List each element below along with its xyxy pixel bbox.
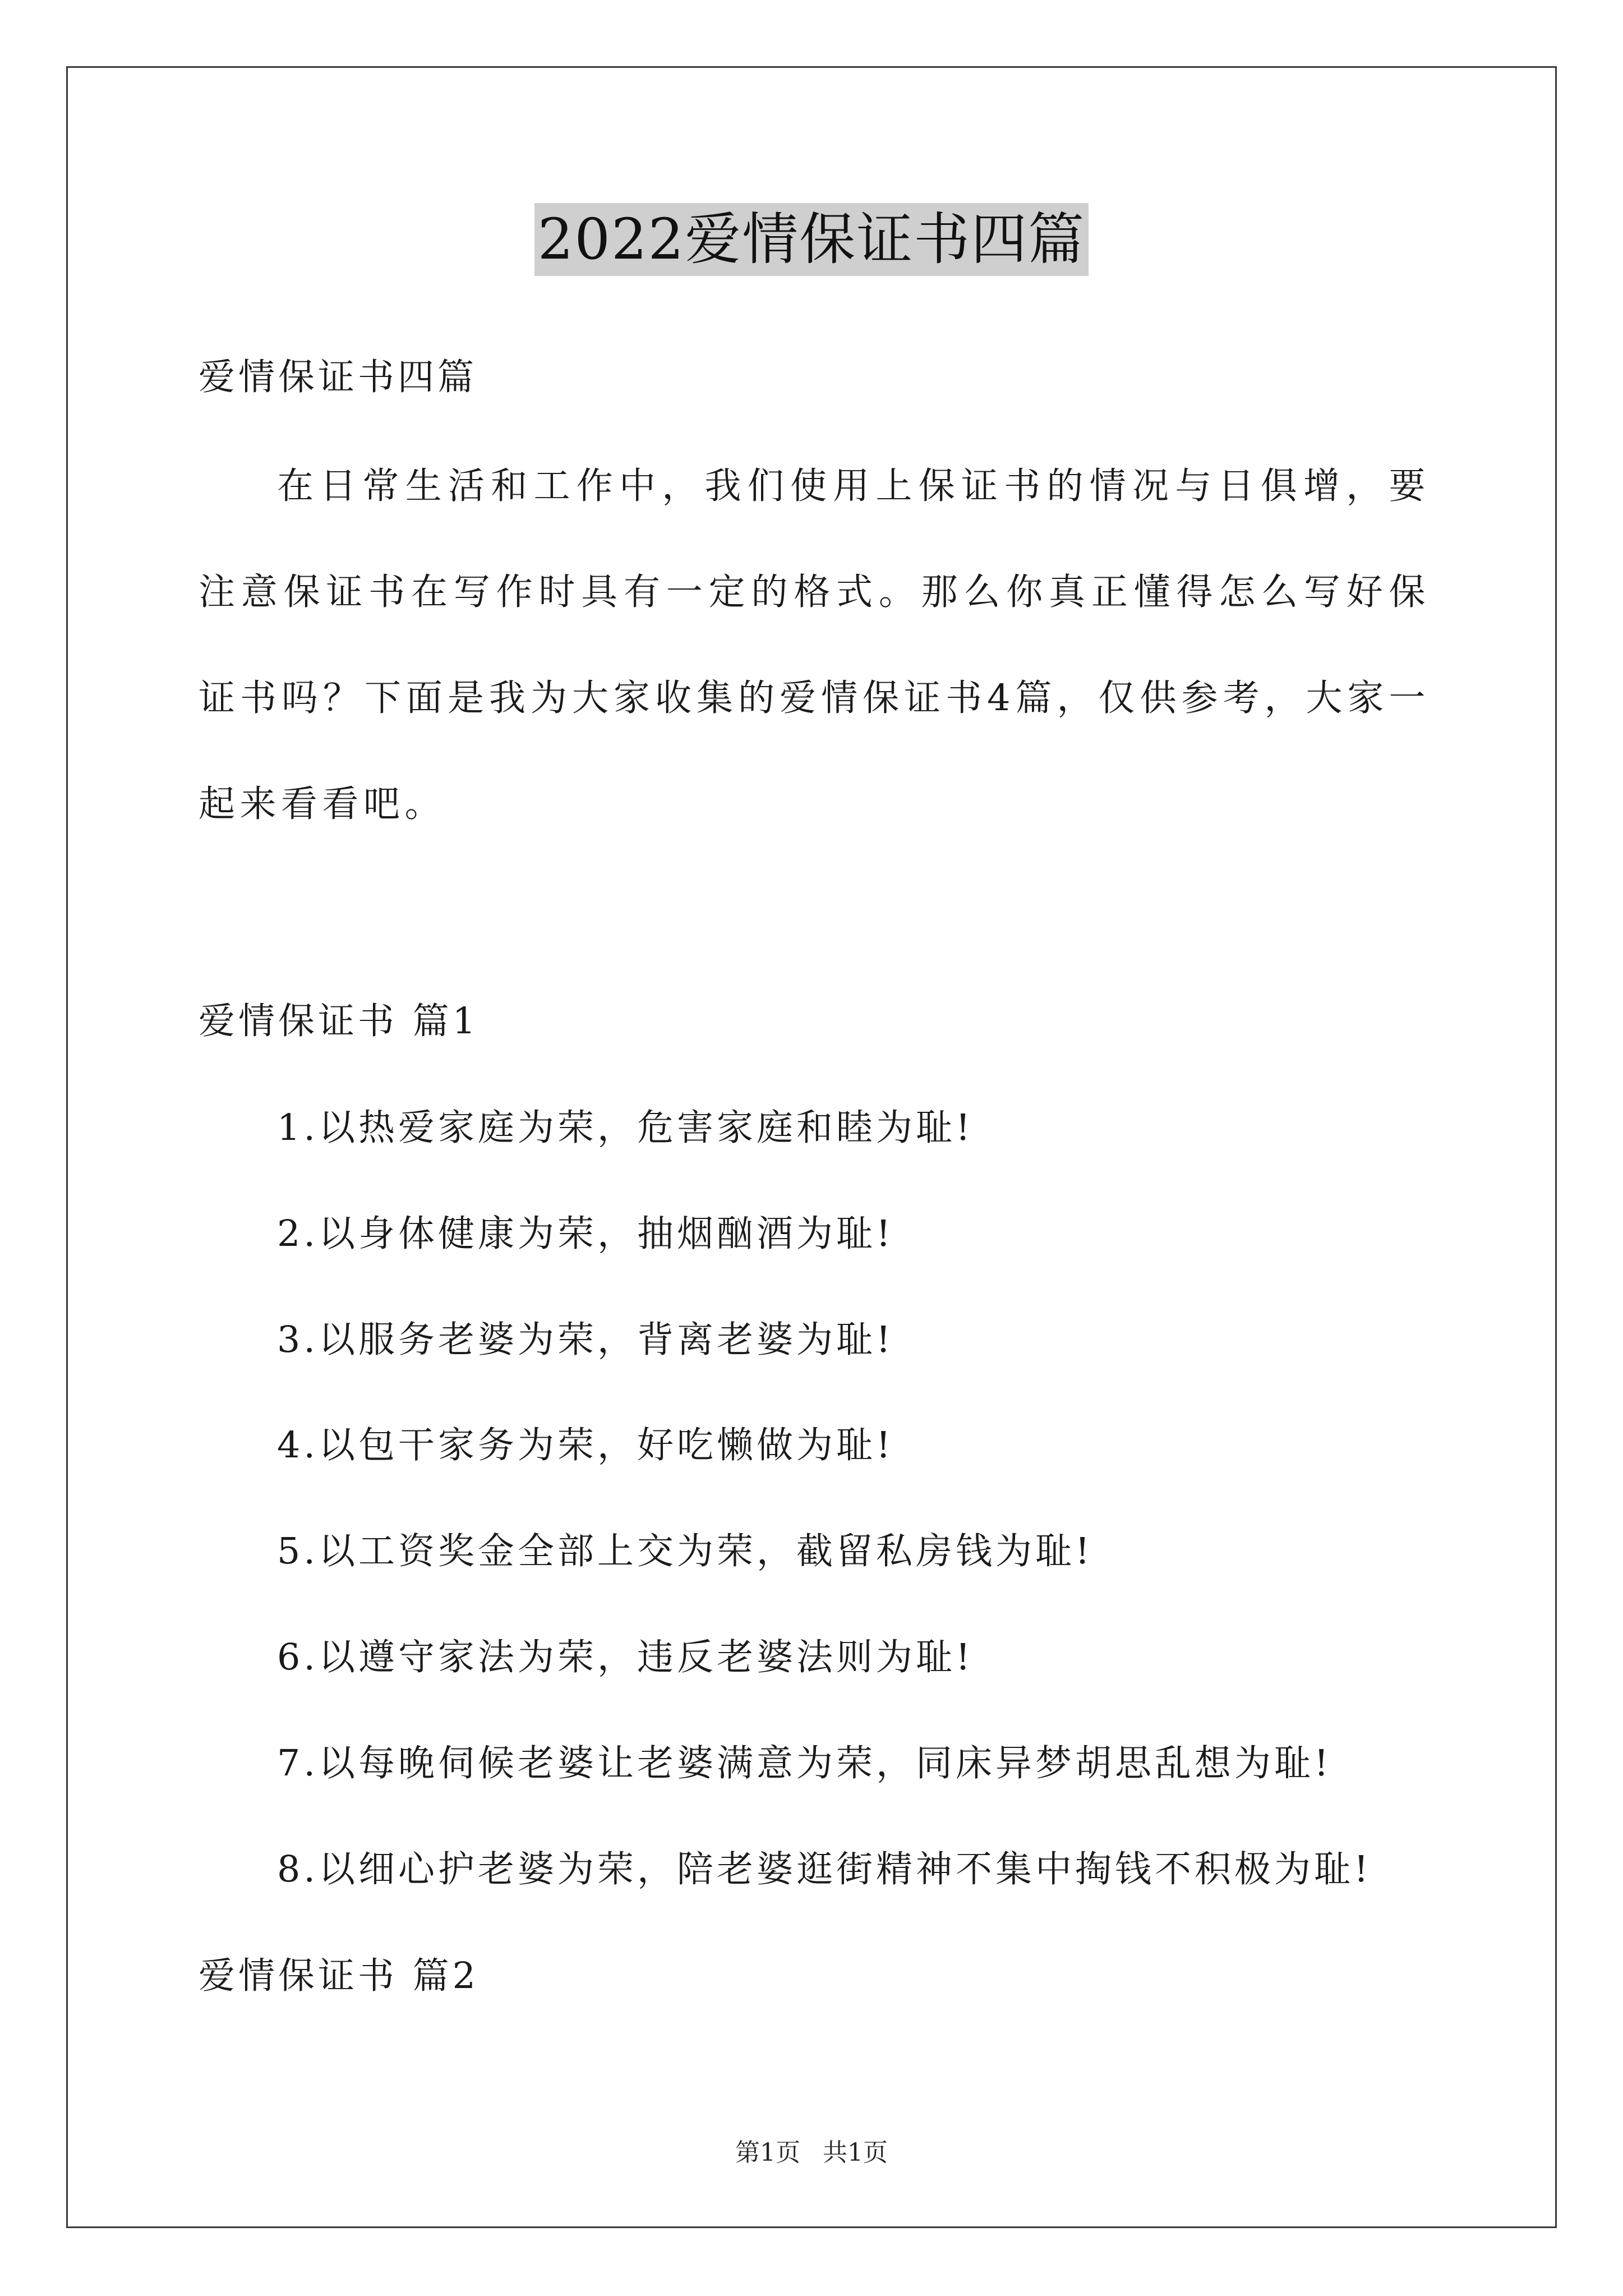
list-item: 3.以服务老婆为荣，背离老婆为耻! <box>277 1319 895 1361</box>
document-title: 2022爱情保证书四篇 <box>534 203 1089 276</box>
list-item: 7.以每晚伺候老婆让老婆满意为荣，同床异梦胡思乱想为耻! <box>277 1742 1332 1784</box>
section-heading-1: 爱情保证书 篇1 <box>199 1000 479 1042</box>
intro-paragraph: 在日常生活和工作中，我们使用上保证书的情况与日俱增，要注意保证书在写作时具有一定的格式。那么你真正懂得怎么写好保证书吗？下面是我为大家收集的爱情保证书4篇，仅供参考，大家一起来看看吧。 <box>199 465 1430 825</box>
list-item: 6.以遵守家法为荣，违反老婆法则为耻! <box>277 1636 974 1678</box>
list-item: 1.以热爱家庭为荣，危害家庭和睦为耻! <box>277 1107 974 1149</box>
page-footer <box>0 2136 1623 2170</box>
list-item: 4.以包干家务为荣，好吃懒做为耻! <box>277 1424 895 1466</box>
page-number: 第1页 <box>735 2138 800 2167</box>
title-container <box>0 203 1623 276</box>
section-heading-2: 爱情保证书 篇2 <box>199 1955 479 1997</box>
page-total: 共1页 <box>823 2138 888 2167</box>
document-subtitle: 爱情保证书四篇 <box>199 356 478 398</box>
list-item: 2.以身体健康为荣，抽烟酗酒为耻! <box>277 1213 895 1255</box>
list-item: 8.以细心护老婆为荣，陪老婆逛街精神不集中掏钱不积极为耻! <box>277 1848 1372 1890</box>
list-item: 5.以工资奖金全部上交为荣，截留私房钱为耻! <box>277 1530 1094 1572</box>
